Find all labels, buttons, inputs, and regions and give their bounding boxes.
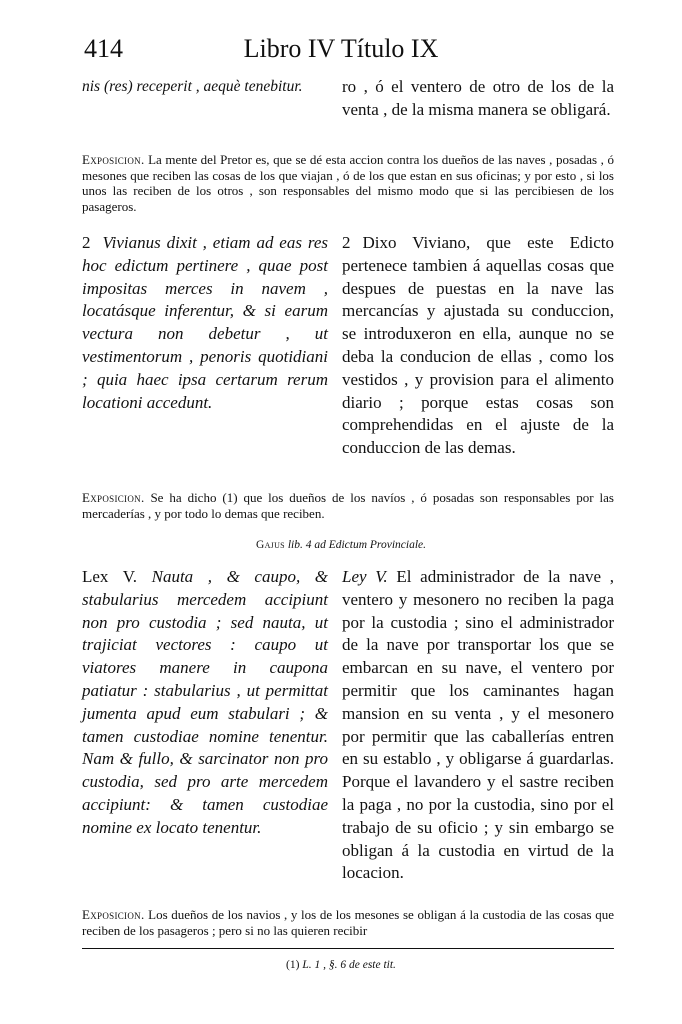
block-lex-v — [82, 566, 614, 906]
footnote-marker: (1) — [286, 959, 300, 971]
latin-paragraph-2 — [82, 232, 328, 414]
caption-author: Gajus — [256, 539, 285, 551]
latin-lex-v — [82, 566, 328, 840]
spanish-paragraph-number: 2 — [342, 233, 351, 252]
exposicion-label: Exposicion. — [82, 907, 145, 922]
exposicion-text: La mente del Pretor es, que se dé esta accion contra los dueños de las naves , posadas , ó mesones que reciben las cosas de los que viajan , ó de los que estan en sus oficinas; y por esto , si los unos las reciben de los otros , son responsables del mismo modo que si las percibiesen de los pasageros. — [82, 152, 614, 214]
exposicion-label: Exposicion. — [82, 152, 145, 167]
spanish-ley-heading: Ley V. — [342, 567, 388, 586]
spanish-continuation: ro , ó el ventero de otro de los de la venta , de la misma manera se obligará. — [342, 77, 614, 119]
spanish-paragraph-text: Dixo Viviano, que este Edicto pertenece tambien á aquellas cosas que despues de puestas en la nave las mercancías y ajustada su conduccion, se introduxeron en ella, aunque no se deba la conducion de ellas , como los vestidos , y provision para el alimento diario ; porque estas cosas son comprehendidas en el ajuste de la conduccion de las demas. — [342, 233, 614, 458]
footnote-text: L. 1 , §. 6 de este tit. — [302, 959, 396, 971]
block-continuation — [82, 76, 614, 142]
latin-continuation: nis (res) receperit , aequè tenebitur. — [82, 78, 303, 95]
page-number: 414 — [84, 34, 123, 63]
exposicion-3 — [82, 907, 614, 938]
exposicion-text: Los dueños de los navios , y los de los mesones se obligan á la custodia de las cosas que reciben de los pasageros ; pero si no las quieren recibir — [82, 907, 615, 938]
page-header — [0, 34, 682, 70]
source-caption — [0, 539, 682, 551]
latin-lex-heading: Lex V. — [82, 567, 138, 586]
spanish-paragraph-2 — [342, 232, 614, 460]
exposicion-label: Exposicion. — [82, 490, 145, 505]
block-paragraph-2 — [82, 232, 614, 472]
latin-paragraph-text: Vivianus dixit , etiam ad eas res hoc edictum pertinere , quae post impositas merces in navem , locatásque inferentur, & si earum vectura non debetur , ut vestimentorum , penoris quotidiani ; quia haec ipsa certarum rerum locationi accedunt. — [82, 233, 328, 412]
spanish-ley-v — [342, 566, 614, 885]
caption-text: lib. 4 ad Edictum Provinciale. — [287, 539, 426, 551]
latin-lex-text: Nauta , & caupo, & stabularius mercedem accipiunt non pro custodia ; sed nauta, ut trajiciat vectores : caupo ut viatores manere in caupona patiatur : stabularius , ut permittat jumenta apud eum stabulari ; & tamen custodiae nomine tenentur. Nam & fullo, & sarcinator non pro custodia, sed pro arte mercedem accipiunt: & tamen custodiae nomine ex locato tenentur. — [82, 567, 328, 837]
footnote — [0, 959, 682, 971]
latin-paragraph-number: 2 — [82, 233, 91, 252]
exposicion-1 — [82, 152, 614, 214]
exposicion-text: Se ha dicho (1) que los dueños de los navíos , ó posadas son responsables por las mercaderías , y por todo lo demas que reciben. — [82, 490, 614, 521]
spanish-ley-text: El administrador de la nave , ventero y mesonero no reciben la paga por la custodia ; sino el administrador de la nave por transportar los que se embarcan en su nave, el ventero por permitir que los caminantes hagan mansion en su venta , y el mesonero por permitir que las caballerías entren en su establo , y obligarse á guardarlas. Porque el lavandero y el sastre reciben la paga , no por la custodia, sino por el trabajo de su oficio ; y sin embargo se obligan á la custodia en virtud de la locacion. — [342, 567, 614, 883]
exposicion-2 — [82, 490, 614, 521]
footnote-divider — [82, 948, 614, 949]
running-head: Libro IV Título IX — [243, 34, 439, 63]
